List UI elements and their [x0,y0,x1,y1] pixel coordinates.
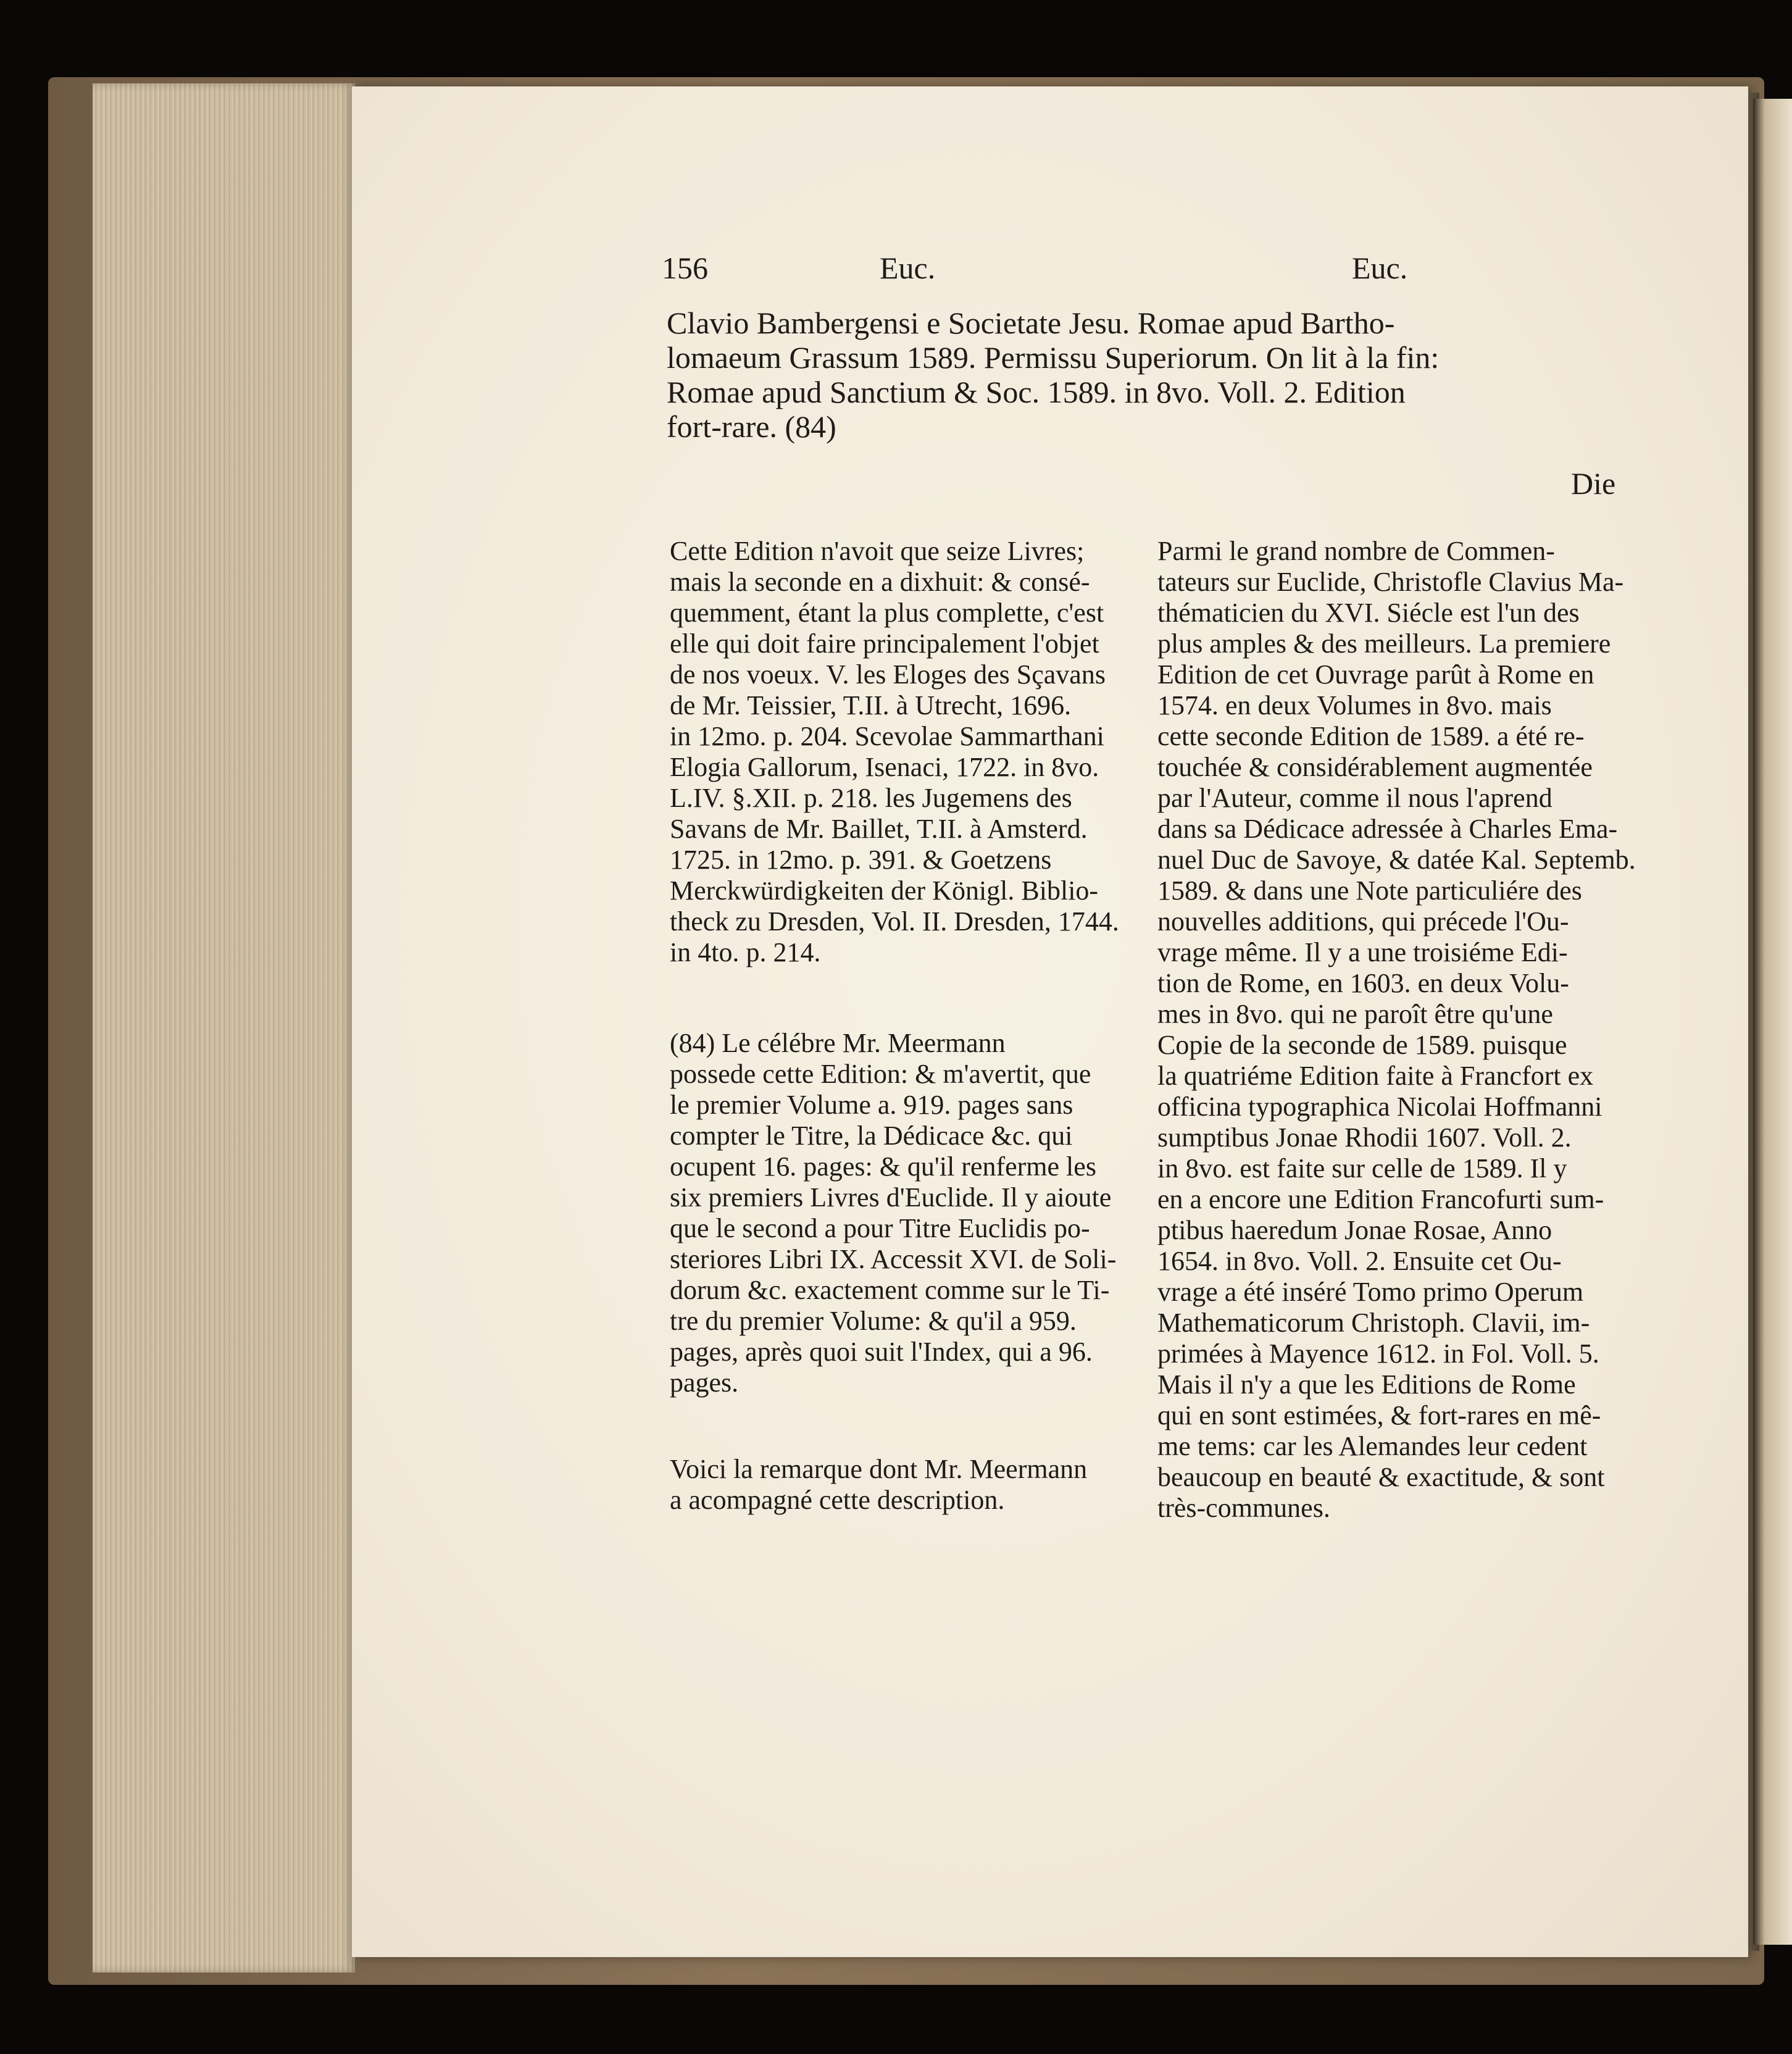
text-line: qui en sont estimées, & fort-rares en mê- [1157,1400,1601,1430]
text-line: primées à Mayence 1612. in Fol. Voll. 5. [1157,1338,1599,1369]
title-line: lomaeum Grassum 1589. Permissu Superiorum. On lit à la fin: [667,340,1440,375]
text-line: tateurs sur Euclide, Christofle Clavius Ma- [1157,567,1624,597]
text-line: L.IV. §.XII. p. 218. les Jugemens des [670,783,1072,813]
text-line: Copie de la seconde de 1589. puisque [1157,1030,1567,1060]
text-line: pages, après quoi suit l'Index, qui a 96. [670,1337,1093,1367]
text-line: vrage même. Il y a une troisiéme Edi- [1157,937,1568,967]
text-line: cette seconde Edition de 1589. a été re- [1157,721,1585,751]
text-line: possede cette Edition: & m'avertit, que [670,1059,1091,1089]
text-line: dans sa Dédicace adressée à Charles Ema- [1157,814,1618,844]
left-column-paragraph-1 [670,536,1133,968]
text-line: de nos voeux. V. les Eloges des Sçavans [670,659,1106,690]
text-line: tion de Rome, en 1603. en deux Volu- [1157,968,1569,998]
text-line: nouvelles additions, qui précede l'Ou- [1157,906,1569,937]
title-line: Clavio Bambergensi e Societate Jesu. Romae apud Bartho- [667,306,1395,340]
page-edges [93,83,355,1973]
text-line: nuel Duc de Savoye, & datée Kal. Septemb. [1157,845,1636,875]
text-line: de Mr. Teissier, T.II. à Utrecht, 1696. [670,690,1072,720]
text-line: ptibus haeredum Jonae Rosae, Anno [1157,1215,1552,1245]
text-line: touchée & considérablement augmentée [1157,752,1593,782]
text-line: thématicien du XVI. Siécle est l'un des [1157,598,1580,628]
text-line: in 4to. p. 214. [670,937,821,967]
text-line: Mathematicorum Christoph. Clavii, im- [1157,1308,1590,1338]
text-line: (84) Le célébre Mr. Meermann [670,1028,1006,1058]
text-line: dorum &c. exactement comme sur le Ti- [670,1275,1110,1305]
facing-page-edge [1753,99,1792,1945]
text-line: vrage a été inséré Tomo primo Operum [1157,1277,1584,1307]
text-line: a acompagné cette description. [670,1485,1005,1515]
text-line: 1654. in 8vo. Voll. 2. Ensuite cet Ou- [1157,1246,1562,1276]
text-line: la quatriéme Edition faite à Francfort ex [1157,1061,1594,1091]
text-line: compter le Titre, la Dédicace &c. qui [670,1121,1073,1151]
text-line: que le second a pour Titre Euclidis po- [670,1213,1090,1243]
text-line: par l'Auteur, comme il nous l'aprend [1157,783,1552,813]
text-line: Parmi le grand nombre de Commen- [1157,536,1555,566]
title-line: Romae apud Sanctium & Soc. 1589. in 8vo. Voll. 2. Edition [667,375,1406,409]
text-line: in 12mo. p. 204. Scevolae Sammarthani [670,721,1104,751]
text-line: me tems: car les Alemandes leur cedent [1157,1431,1588,1461]
left-column-paragraph-2 [670,1028,1133,1398]
text-line: Cette Edition n'avoit que seize Livres; [670,536,1085,566]
text-line: 1725. in 12mo. p. 391. & Goetzens [670,845,1052,875]
title-continuation [667,306,1620,444]
text-line: Elogia Gallorum, Isenaci, 1722. in 8vo. [670,752,1099,782]
text-line: plus amples & des meilleurs. La premiere [1157,628,1611,659]
left-column-paragraph-3 [670,1454,1133,1516]
text-line: mes in 8vo. qui ne paroît être qu'une [1157,999,1553,1029]
text-line: pages. [670,1367,739,1398]
text-line: mais la seconde en a dixhuit: & consé- [670,567,1090,597]
text-line: elle qui doit faire principalement l'objet [670,628,1099,659]
title-line: fort-rare. (84) [667,409,836,444]
text-line: six premiers Livres d'Euclide. Il y aioute [670,1182,1112,1213]
catchword: Die [1571,466,1616,501]
text-line: Savans de Mr. Baillet, T.II. à Amsterd. [670,814,1088,844]
text-line: tre du premier Volume: & qu'il a 959. [670,1306,1077,1336]
running-head-left: Euc. [880,251,936,285]
text-line: 1589. & dans une Note particuliére des [1157,875,1582,906]
running-head-right: Euc. [1352,251,1408,285]
text-line: quemment, étant la plus complette, c'est [670,598,1104,628]
text-line: steriores Libri IX. Accessit XVI. de Soli- [670,1244,1117,1274]
text-line: Mais il n'y a que les Editions de Rome [1157,1369,1576,1400]
text-line: beaucoup en beauté & exactitude, & sont [1157,1462,1605,1492]
text-line: en a encore une Edition Francofurti sum- [1157,1184,1604,1214]
text-line: Voici la remarque dont Mr. Meermann [670,1454,1088,1484]
right-column [1157,536,1636,1524]
text-line: in 8vo. est faite sur celle de 1589. Il y [1157,1153,1567,1184]
text-line: sumptibus Jonae Rhodii 1607. Voll. 2. [1157,1122,1572,1153]
text-line: Merckwürdigkeiten der Königl. Biblio- [670,875,1099,906]
text-line: 1574. en deux Volumes in 8vo. mais [1157,690,1552,720]
text-line: Edition de cet Ouvrage parût à Rome en [1157,659,1594,690]
text-line: le premier Volume a. 919. pages sans [670,1090,1073,1120]
text-line: theck zu Dresden, Vol. II. Dresden, 1744. [670,906,1119,937]
page-number: 156 [662,251,708,285]
text-line: très-communes. [1157,1493,1330,1523]
text-line: ocupent 16. pages: & qu'il renferme les [670,1151,1096,1182]
text-line: officina typographica Nicolai Hoffmanni [1157,1092,1602,1122]
